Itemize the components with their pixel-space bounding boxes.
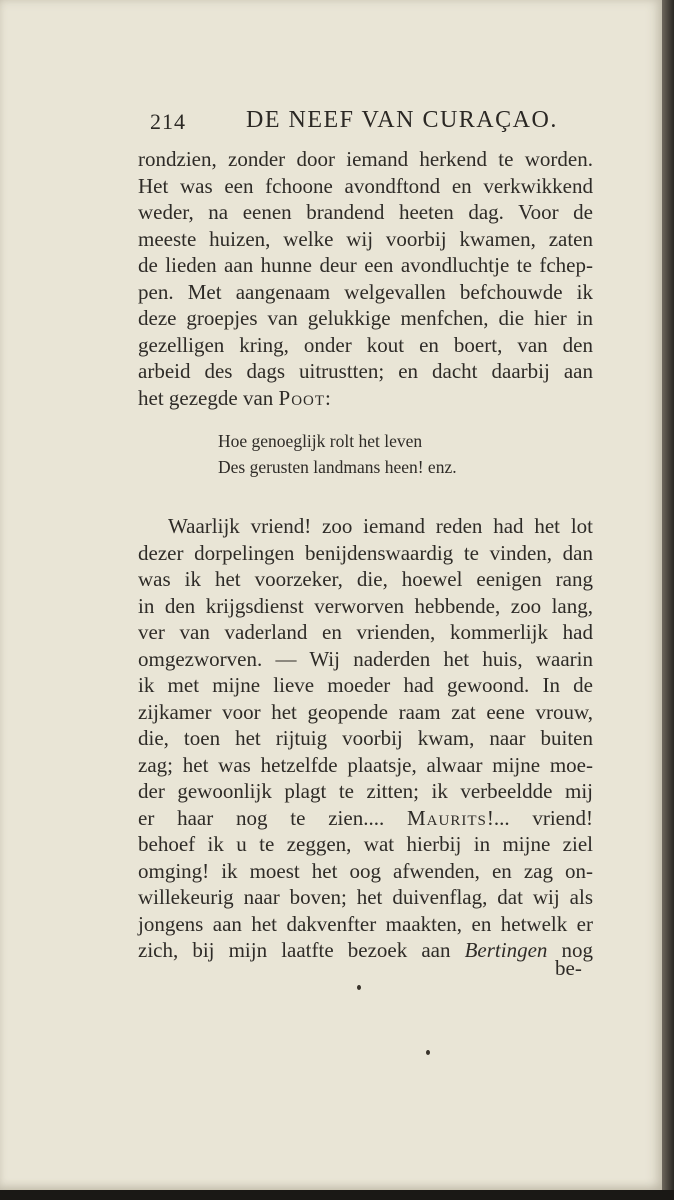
ink-speck: [426, 1050, 430, 1055]
text-line: ver van vaderland en vrienden, kommerlijk had: [138, 620, 593, 644]
text-line: [138, 805, 593, 832]
text-line: in den krijgsdienst verworven hebbende, zoo lang,: [138, 593, 593, 618]
text-line: jongens aan het dakvenfter maakten, en hetwelk er: [138, 911, 593, 936]
running-header: [150, 103, 590, 139]
author-name: Poot: [278, 385, 326, 410]
paragraph-2: [138, 513, 593, 964]
text-line: rondzien, zonder door iemand herkend te worden.: [138, 147, 593, 171]
verse-quote: [218, 428, 538, 480]
text-line: Waarlijk vriend! zoo iemand reden had het lot: [168, 514, 593, 538]
catchword: be-: [555, 956, 582, 980]
person-name: Maurits: [406, 805, 487, 830]
text-line: [138, 937, 593, 964]
place-name: Bertingen: [464, 938, 548, 962]
text-fragment: !... vriend!: [486, 805, 593, 830]
text-line: behoef ik u te zeggen, wat hierbij in mijne ziel: [138, 832, 593, 856]
text-fragment: zich, bij mijn laatfte bezoek aan: [138, 938, 465, 962]
text-line: zijkamer voor het geopende raam zat eene vrouw,: [138, 699, 593, 724]
page-bottom-edge: [0, 1190, 674, 1200]
running-title: DE NEEF VAN CURAÇAO.: [246, 107, 558, 133]
page-number: 214: [150, 109, 186, 134]
ink-speck: [357, 985, 361, 990]
text-line: der gewoonlijk plagt te zitten; ik verbeeldde mij: [138, 779, 593, 803]
text-fragment: het gezegde van: [138, 385, 279, 410]
text-line: ik met mijne lieve moeder had gewoond. In de: [138, 673, 593, 697]
verse-line: Des gerusten landmans heen! enz.: [218, 457, 457, 477]
text-line: omging! ik moest het oog afwenden, en zag on-: [138, 858, 593, 883]
text-fragment: :: [325, 385, 331, 410]
text-line: was ik het voorzeker, die, hoewel eenigen rang: [138, 567, 593, 591]
text-line: omgezworven. — Wij naderden het huis, waarin: [138, 646, 593, 671]
text-line: de lieden aan hunne deur een avondluchtje te fchep-: [138, 253, 593, 277]
text-fragment: er haar nog te zien....: [138, 805, 407, 830]
text-line: meeste huizen, welke wij voorbij kwamen, zaten: [138, 226, 593, 251]
text-line: [138, 385, 593, 412]
text-line: willekeurig naar boven; het duivenflag, dat wij als: [138, 885, 593, 909]
text-line: arbeid des dags uitrustten; en dacht daarbij aan: [138, 359, 593, 383]
text-line: dezer dorpelingen benijdenswaardig te vinden, dan: [138, 540, 593, 565]
text-line: gezelligen kring, onder kout en boert, van den: [138, 332, 593, 357]
text-line: deze groepjes van gelukkige menfchen, die hier in: [138, 306, 593, 330]
text-line: zag; het was hetzelfde plaatsje, alwaar mijne moe-: [138, 752, 593, 777]
paragraph-1: [138, 146, 593, 411]
text-line: Het was een fchoone avondftond en verkwikkend: [138, 173, 593, 198]
text-line: weder, na eenen brandend heeten dag. Voor de: [138, 200, 593, 224]
page-fold-shadow: [662, 0, 674, 1200]
verse-line: Hoe genoeglijk rolt het leven: [218, 431, 423, 451]
text-line: pen. Met aangenaam welgevallen befchouwde ik: [138, 279, 593, 304]
text-fragment: nog: [547, 938, 593, 962]
text-line: die, toen het rijtuig voorbij kwam, naar buiten: [138, 726, 593, 750]
